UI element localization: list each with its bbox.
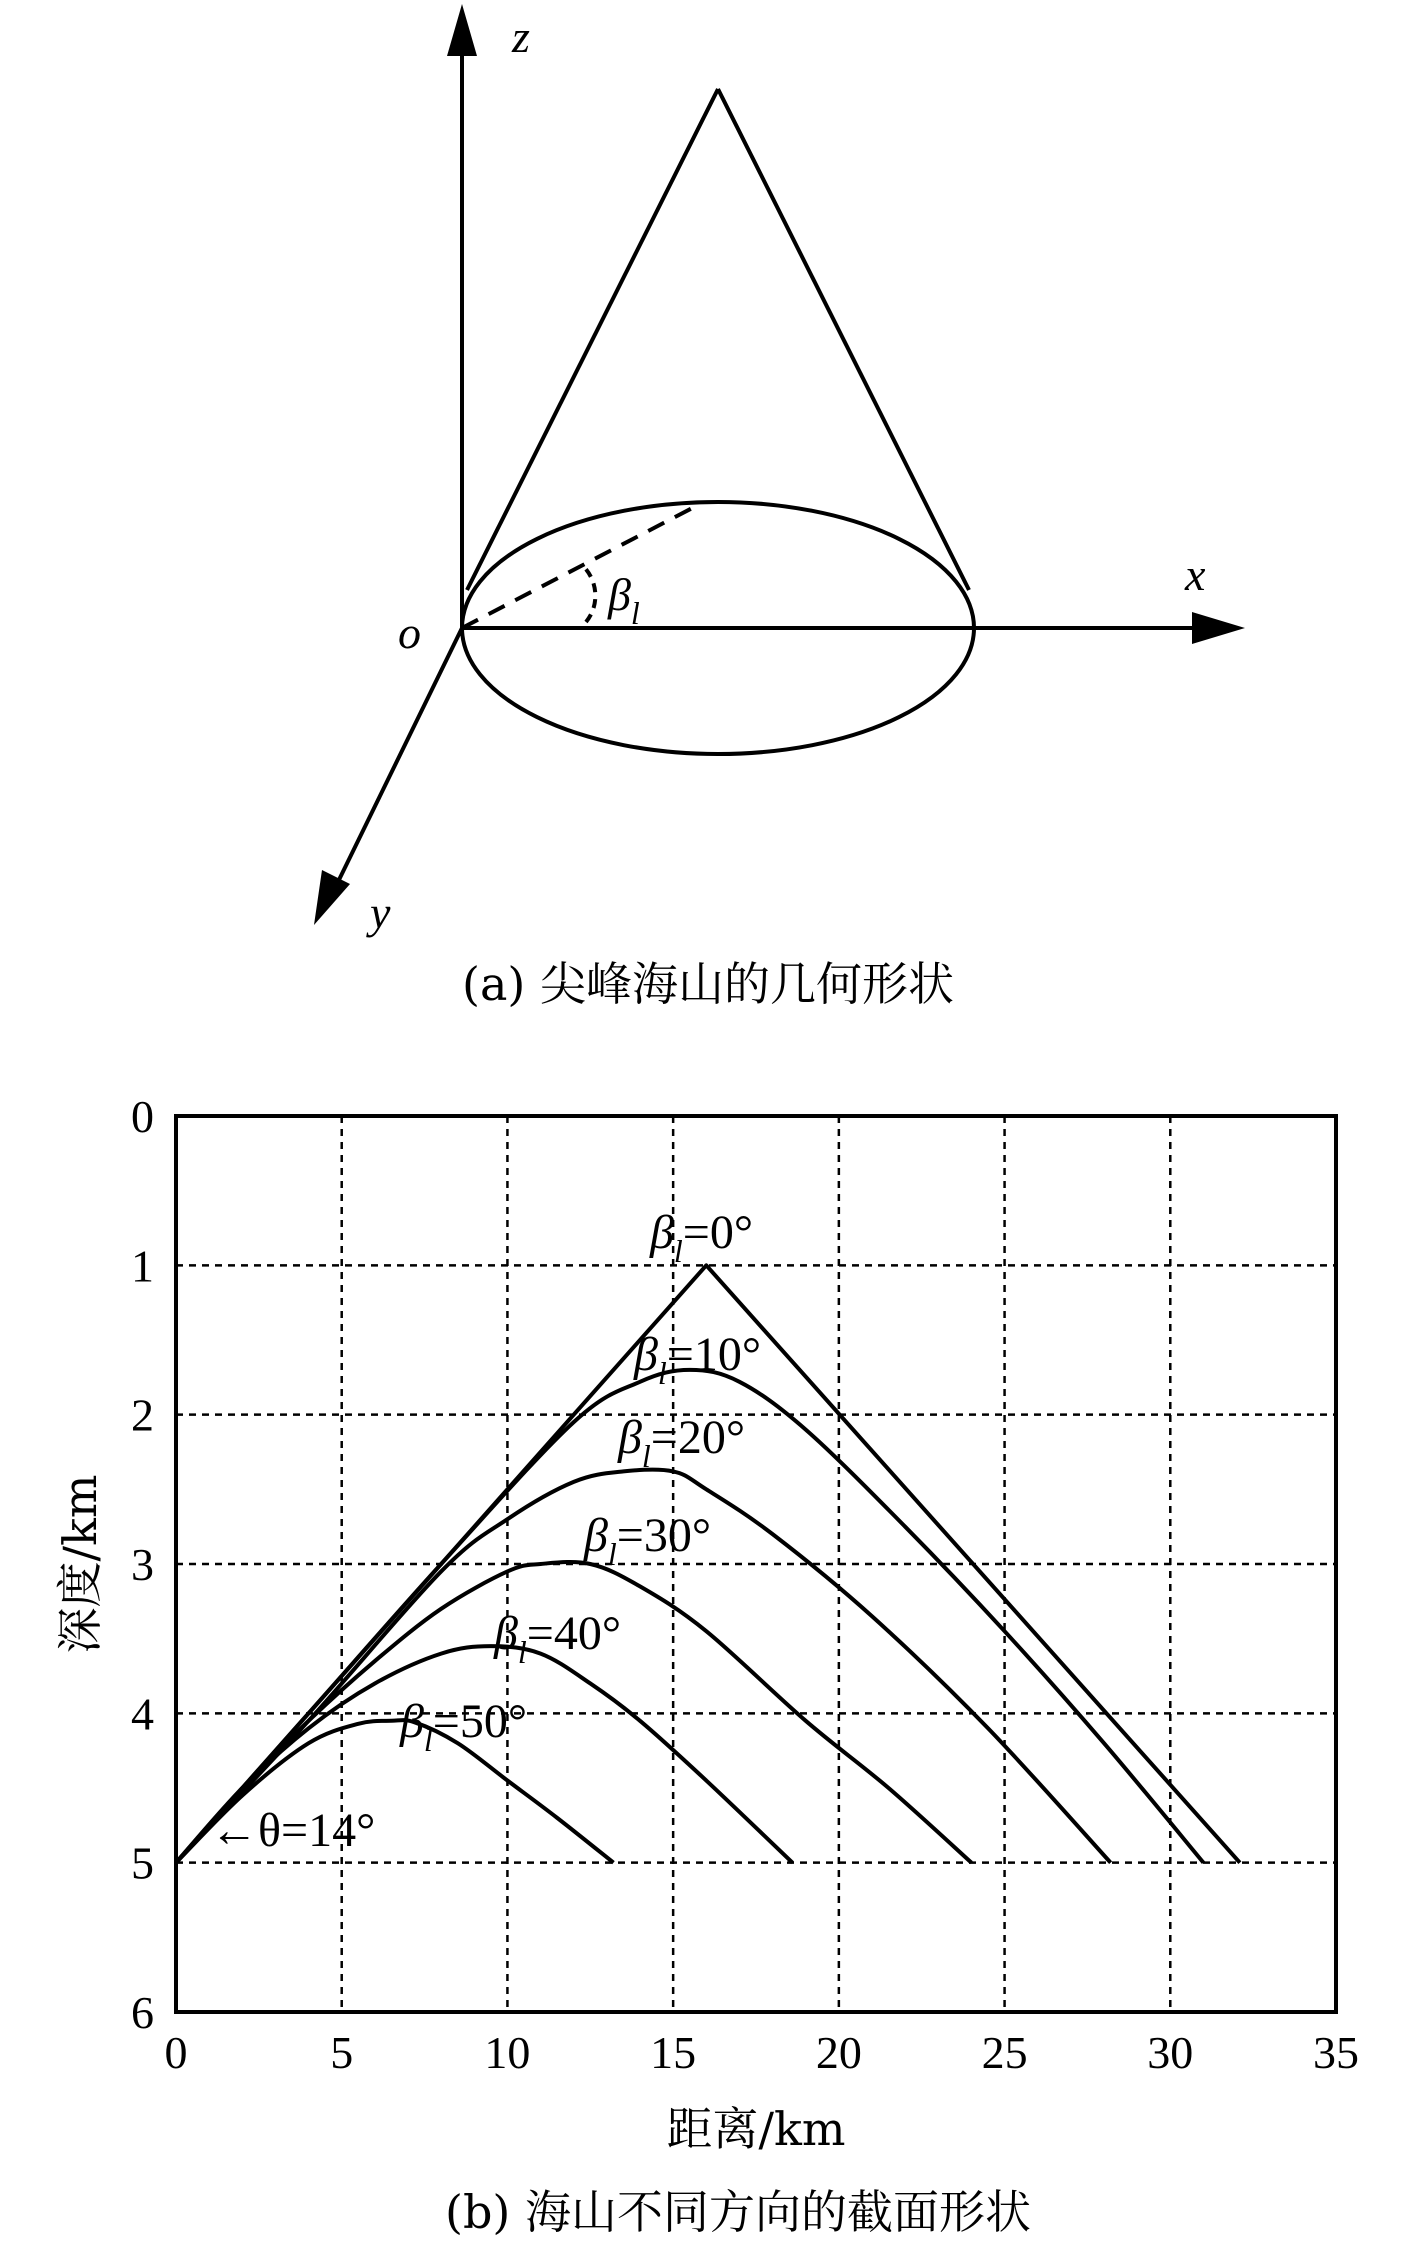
beta-symbol: β [608, 569, 631, 620]
caption-b: (b) 海山不同方向的截面形状 [445, 2185, 1031, 2239]
caption-a: (a) 尖峰海山的几何形状 [462, 957, 954, 1011]
z-axis-arrowhead [447, 4, 477, 56]
angle-beta-label [607, 569, 640, 631]
series-label-1: $\beta_l=10^\circ$ [634, 1328, 762, 1391]
cross-section-chart [53, 1091, 1359, 2239]
y-axis [335, 628, 462, 888]
y-tick-label: 0 [131, 1091, 154, 1142]
y-tick-label: 6 [131, 1987, 154, 2038]
theta-label: ←θ=14° [210, 1804, 376, 1857]
series-label-0: $\beta_l=0^\circ$ [650, 1206, 754, 1269]
y-tick-label: 4 [131, 1688, 154, 1740]
x-tick-label: 35 [1313, 2027, 1359, 2078]
series-label-4: $\beta_l=40^\circ$ [494, 1607, 622, 1670]
y-tick-label: 3 [131, 1539, 154, 1590]
x-axis-arrowhead [1192, 612, 1245, 644]
angle-arc [582, 565, 595, 622]
y-tick-label: 1 [131, 1240, 154, 1292]
x-tick-label: 0 [164, 2027, 188, 2078]
x-tick-label: 20 [815, 2027, 862, 2078]
y-axis-label: y [370, 887, 391, 938]
x-axis-label: x [1185, 549, 1206, 600]
y-tick-label: 2 [131, 1389, 154, 1441]
x-tick-labels [165, 2027, 1360, 2078]
series-label-3: $\beta_l=30^\circ$ [584, 1509, 712, 1572]
series-label-2: $\beta_l=20^\circ$ [618, 1411, 746, 1474]
series-label-5: $\beta_l=50^\circ$ [400, 1695, 528, 1758]
y-tick-labels [131, 1091, 154, 2038]
y-axis-title: 深度/km [53, 1474, 107, 1654]
origin-label: o [398, 607, 421, 658]
x-tick-label: 15 [650, 2027, 697, 2078]
x-tick-label: 5 [330, 2027, 354, 2078]
y-axis-arrowhead [314, 870, 350, 925]
z-axis-label: z [512, 11, 530, 62]
x-tick-label: 10 [484, 2027, 531, 2078]
chart-grid [176, 1116, 1336, 2012]
cone-right-edge [718, 89, 969, 590]
cone-diagram [314, 4, 1245, 1011]
beta-subscript: l [630, 595, 640, 631]
x-tick-label: 25 [981, 2027, 1028, 2078]
y-tick-label: 5 [131, 1837, 154, 1889]
x-axis-title: 距离/km [666, 2102, 846, 2156]
x-tick-label: 30 [1147, 2027, 1194, 2078]
